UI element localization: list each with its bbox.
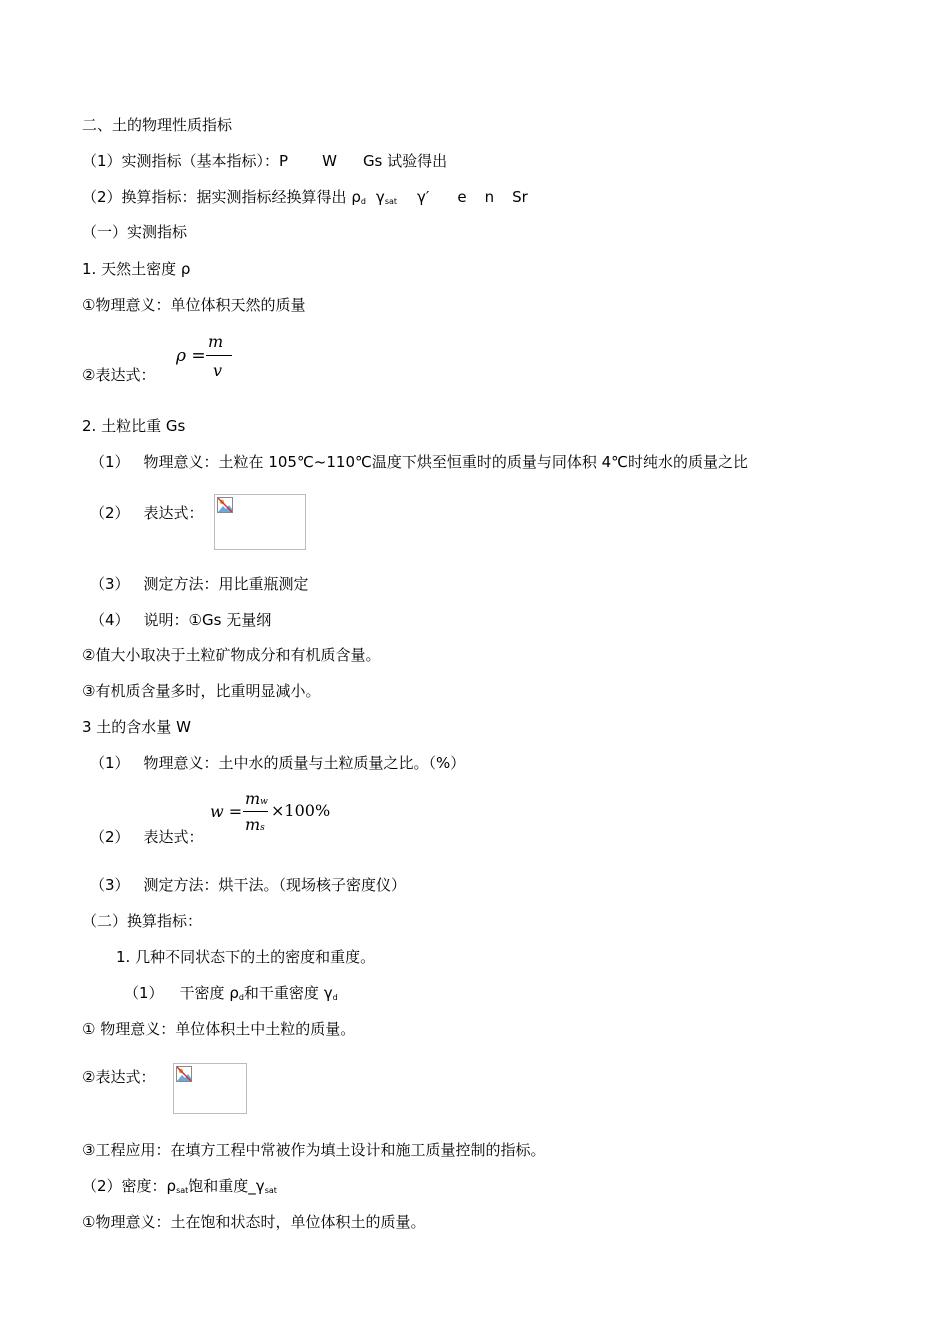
subsection-heading: （二）换算指标：	[82, 912, 203, 930]
broken-image	[173, 1063, 247, 1114]
text-line	[90, 503, 204, 523]
text: （3）	[90, 876, 130, 894]
broken-image-icon	[217, 497, 233, 513]
fraction-bar	[243, 811, 268, 812]
subscript: sat	[264, 1186, 277, 1195]
broken-image	[214, 494, 306, 550]
item-heading: 3 土的含水量 W	[82, 718, 191, 736]
symbol: m	[245, 789, 261, 808]
section-heading: 二、土的物理性质指标	[82, 116, 233, 134]
text: （2）换算指标：据实测指标经换算得出 ρ	[82, 188, 361, 206]
formula-lhs: w =	[210, 802, 243, 821]
text: （1）	[124, 984, 164, 1002]
text: Gs 试验得出	[362, 152, 448, 170]
subscript: d	[238, 993, 244, 1002]
text: （1）实测指标（基本指标）：P	[82, 152, 289, 170]
text: （2）	[90, 828, 130, 846]
text-line: ①物理意义：土在饱和状态时，单位体积土的质量。	[82, 1213, 426, 1231]
formula-tail: ×100%	[271, 801, 331, 820]
text: 和干重密度 γ	[243, 984, 333, 1002]
measured-indices-line	[82, 151, 447, 171]
text-line	[90, 875, 406, 895]
text-line	[90, 574, 309, 594]
text-line: ③有机质含量多时，比重明显减小。	[82, 682, 321, 700]
fraction-bar	[206, 355, 232, 356]
text-line: ②表达式：	[82, 1068, 156, 1086]
text-line	[90, 753, 465, 773]
text: γ	[375, 188, 385, 206]
text: （3）	[90, 575, 130, 593]
text-line	[82, 1176, 277, 1201]
subscript: d	[332, 993, 338, 1002]
text: 测定方法：烘干法。（现场核子密度仪）	[143, 876, 407, 894]
subscript: sat	[384, 197, 398, 206]
text: 干密度 ρ	[179, 984, 239, 1002]
text: （4）	[90, 611, 130, 629]
text: （2）密度：ρ	[82, 1177, 177, 1195]
text: 饱和重度_γ	[188, 1177, 265, 1195]
derived-indices-line	[82, 187, 528, 212]
text-line	[90, 827, 204, 847]
formula-lhs: ρ =	[176, 346, 206, 366]
formula-numerator: m	[208, 332, 224, 351]
text: （1）	[90, 453, 130, 471]
formula-denominator: v	[213, 361, 223, 380]
subscript: d	[360, 197, 366, 206]
text: 说明：①Gs 无量纲	[143, 611, 272, 629]
text: W	[322, 152, 337, 170]
text: （1）	[90, 754, 130, 772]
text-line	[124, 983, 338, 1008]
formula-numerator	[245, 789, 268, 808]
text-line: ①物理意义：单位体积天然的质量	[82, 296, 306, 314]
broken-image-icon	[176, 1066, 192, 1082]
text-line: ③工程应用：在填方工程中常被作为填土设计和施工质量控制的指标。	[82, 1141, 546, 1159]
text: n	[484, 188, 495, 206]
text-line: ① 物理意义：单位体积土中土粒的质量。	[82, 1020, 356, 1038]
text-line: ②值大小取决于土粒矿物成分和有机质含量。	[82, 646, 381, 664]
text: e	[457, 188, 467, 206]
item-heading: 1. 天然土密度 ρ	[82, 260, 191, 278]
text: 表达式：	[143, 828, 204, 846]
subsection-heading: （一）实测指标	[82, 223, 188, 241]
text-line: ②表达式：	[82, 366, 156, 384]
text: γ′	[417, 188, 430, 206]
item-heading: 1. 几种不同状态下的土的密度和重度。	[116, 948, 376, 966]
text: （2）	[90, 504, 130, 522]
subscript: s	[260, 823, 265, 833]
text-line	[90, 452, 748, 472]
subscript: sat	[176, 1186, 189, 1195]
text: 物理意义：土粒在 105℃~110℃温度下烘至恒重时的质量与同体积 4℃时纯水的质量之比	[143, 453, 748, 471]
text: 测定方法：用比重瓶测定	[143, 575, 309, 593]
subscript: w	[260, 797, 268, 807]
formula-denominator	[245, 815, 265, 834]
text: 表达式：	[143, 504, 204, 522]
item-heading: 2. 土粒比重 Gs	[82, 417, 186, 435]
text: Sr	[512, 188, 528, 206]
symbol: m	[245, 815, 261, 834]
text-line	[90, 610, 271, 630]
text: 物理意义：土中水的质量与土粒质量之比。（%）	[143, 754, 466, 772]
